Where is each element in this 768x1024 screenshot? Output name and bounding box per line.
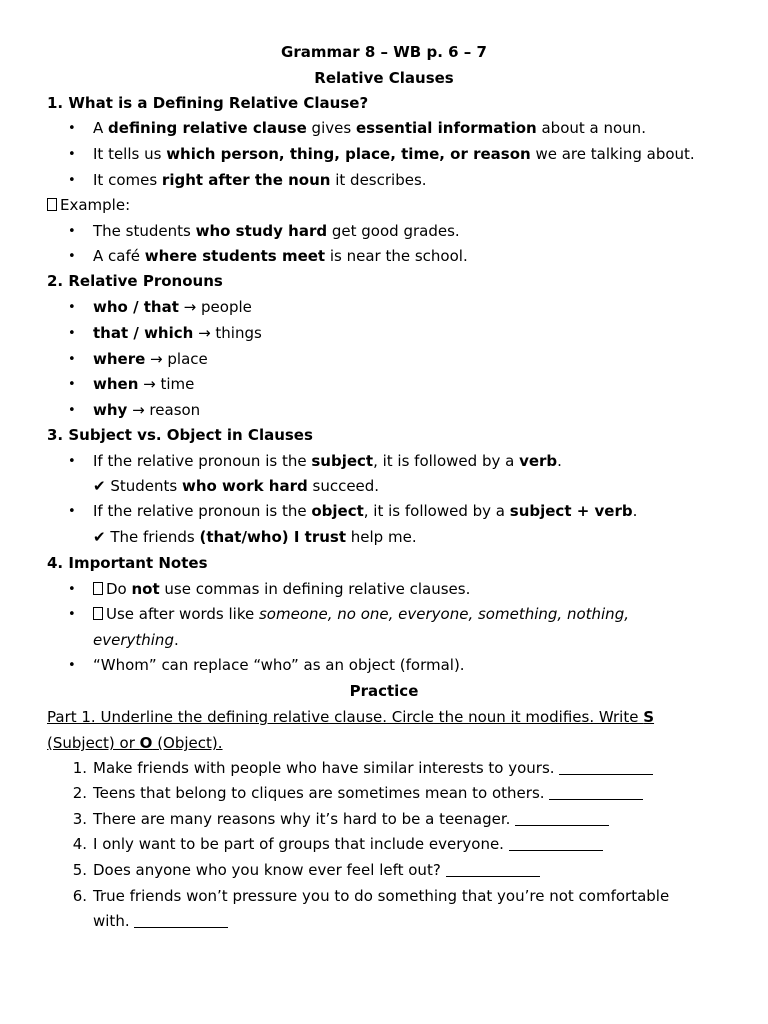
answer-blank[interactable]: [515, 811, 609, 826]
note-bullet-2-cont: everything.: [93, 631, 179, 649]
page-title: Grammar 8 – WB p. 6 – 7: [281, 43, 487, 61]
practice-instruction-line2: (Subject) or O (Object).: [47, 734, 223, 752]
example-label: Example:: [47, 195, 130, 215]
subject-example: ✔ Students who work hard succeed.: [93, 477, 380, 495]
practice-item-6-cont: with.: [93, 911, 228, 931]
answer-blank[interactable]: [446, 862, 540, 877]
object-example: ✔ The friends (that/who) I trust help me.: [93, 528, 417, 546]
section3-heading: 3. Subject vs. Object in Clauses: [47, 426, 313, 444]
section1-heading: 1. What is a Defining Relative Clause?: [47, 94, 369, 112]
answer-blank[interactable]: [559, 760, 653, 775]
page-subtitle: Relative Clauses: [314, 69, 454, 87]
practice-heading: Practice: [349, 682, 419, 700]
answer-blank[interactable]: [549, 785, 643, 800]
missing-glyph-icon: [47, 198, 57, 211]
practice-instruction-line1: Part 1. Underline the defining relative clause. Circle the noun it modifies. Write S: [47, 708, 655, 726]
answer-blank[interactable]: [509, 836, 603, 851]
section4-heading: 4. Important Notes: [47, 554, 208, 572]
missing-glyph-icon: [93, 607, 103, 620]
answer-blank[interactable]: [134, 913, 228, 928]
missing-glyph-icon: [93, 582, 103, 595]
section2-heading: 2. Relative Pronouns: [47, 272, 223, 290]
